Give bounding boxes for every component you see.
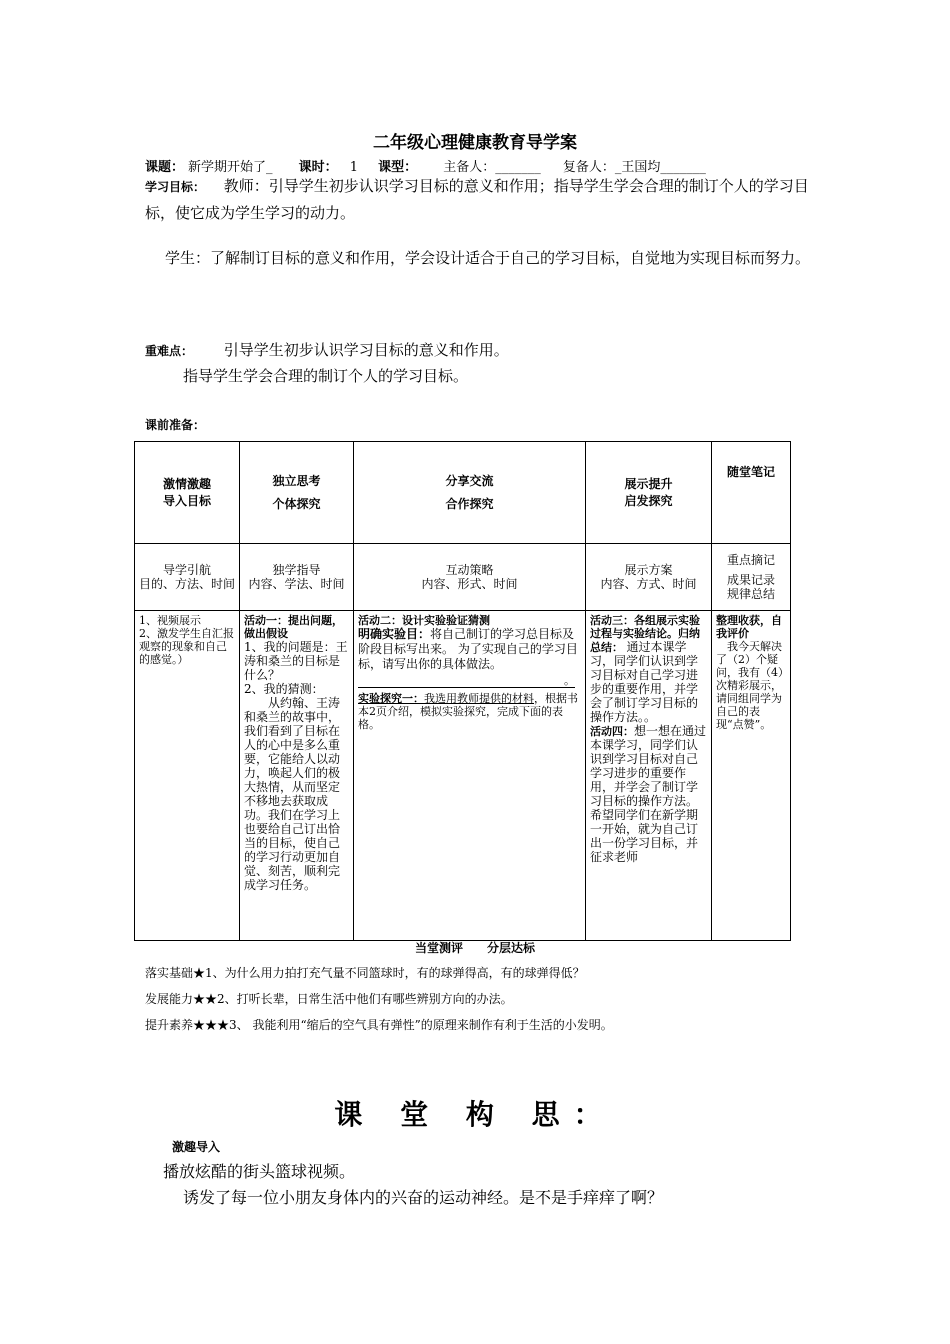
page-title: 二年级心理健康教育导学案 bbox=[373, 133, 577, 153]
design-sub: 激趣导入 bbox=[172, 1140, 221, 1154]
body-cell-activity3: 活动三：各组展示实验过程与实验结论。归纳总结： 通过本课学习，同学们认识到学习目标对自己学习进步的重要作用，并学会了制订学习目标的操作方法。。 活动四：想一想在通过本课学习，同学们认识到学习目标对自己学习进步的重要作用，并学会了制订学习目标的操作方法。希望同学们在新学期一开始，就为自己订出一份学习目标，并征求老师 bbox=[586, 611, 712, 941]
design-line2: 诱发了每一位小朋友身体内的兴奋的运动神经。是不是手痒痒了啊？ bbox=[183, 1188, 664, 1207]
co-prep: 复备人：_王国均_______ bbox=[562, 160, 706, 175]
table-body-row bbox=[135, 611, 791, 941]
body-cell-activity2: 活动二：设计实验验证猜测 明确实验目：将自己制订的学习总目标及阶段目标写出来。 为了实现自己的学习目标，请写出你的具体做法。 。 实验探究一：我选用教师提供的材料，根据书本2页介绍，模拟实验探究，完成下面的表格。 bbox=[354, 611, 586, 941]
sub-cell: 互动策略 内容、形式、时间 bbox=[354, 544, 586, 611]
header-cell: 激情激趣 导入目标 bbox=[135, 442, 240, 544]
goals-teacher-text: 教师：引导学生初步认识学习目标的意义和作用；指导学生学会合理的制订个人的学习目标，使它成为学生学习的动力。 bbox=[145, 177, 809, 222]
goals-teacher bbox=[145, 173, 810, 226]
header-cell: 分享交流 合作探究 bbox=[354, 442, 586, 544]
table-header-row bbox=[135, 442, 791, 544]
sub-cell: 独学指导 内容、学法、时间 bbox=[240, 544, 354, 611]
table-sub-row bbox=[135, 544, 791, 611]
topic-value: 新学期开始了_ bbox=[188, 160, 273, 175]
header-cell: 随堂笔记 bbox=[712, 442, 791, 544]
body-cell-notes: 整理收获，自我评价 我今天解决了（2）个疑问，我有（4）次精彩展示，请同组同学为自己的表现“点赞”。 bbox=[712, 611, 791, 941]
assessment-title: 当堂测评 分层达标 bbox=[414, 941, 535, 955]
header-cell: 独立思考 个体探究 bbox=[240, 442, 354, 544]
assessment-item: 落实基础★1、为什么用力拍打充气量不同篮球时，有的球弹得高，有的球弹得低？ bbox=[145, 966, 585, 980]
assessment-item: 发展能力★★2、打听长辈，日常生活中他们有哪些辨别方向的办法。 bbox=[145, 992, 513, 1006]
key-points bbox=[145, 337, 810, 364]
main-prep: 主备人：_______ bbox=[443, 160, 541, 175]
prep-label: 课前准备： bbox=[145, 418, 206, 432]
period-label: 课时： bbox=[298, 160, 338, 175]
body-cell-activity1: 活动一：提出问题，做出假设 1、我的问题是：王涛和桑兰的目标是什么？ 2、我的猜测： 从约翰、王涛和桑兰的故事中，我们看到了目标在人的心中是多么重要，它能给人以动力，唤起人们的极大热情，从而坚定不移地去获取成功。我们在学习上也要给自己订出恰当的目标，使自己的学习行动更加自觉、刻苦，顺利完成学习任务。 bbox=[240, 611, 354, 941]
body-cell-intro: 1、视频展示 2、激发学生自汇报观察的现象和自己的感觉。） bbox=[135, 611, 240, 941]
goals-student: 学生：了解制订目标的意义和作用，学会设计适合于自己的学习目标，自觉地为实现目标而努力。 bbox=[165, 249, 811, 267]
sub-cell: 重点摘记 成果记录 规律总结 bbox=[712, 544, 791, 611]
key-points-line1: 引导学生初步认识学习目标的意义和作用。 bbox=[223, 341, 509, 359]
goals-label: 学习目标： bbox=[145, 180, 206, 194]
header-cell: 展示提升 启发探究 bbox=[586, 442, 712, 544]
type-label: 课型： bbox=[378, 160, 418, 175]
assessment-item: 提升素养★★★3、 我能利用“缩后的空气具有弹性”的原理来制作有利于生活的小发明。 bbox=[145, 1018, 613, 1032]
topic-label: 课题： bbox=[145, 160, 185, 175]
sub-cell: 导学引航 目的、方法、时间 bbox=[135, 544, 240, 611]
period-value: 1 bbox=[349, 160, 358, 175]
key-points-label: 重难点： bbox=[145, 344, 194, 358]
sub-cell: 展示方案 内容、方式、时间 bbox=[586, 544, 712, 611]
design-line1: 播放炫酷的街头篮球视频。 bbox=[163, 1162, 356, 1181]
key-points-line2: 指导学生学会合理的制订个人的学习目标。 bbox=[183, 367, 469, 385]
guide-table bbox=[134, 441, 791, 941]
design-heading: 课 堂 构 思： bbox=[334, 1098, 616, 1131]
